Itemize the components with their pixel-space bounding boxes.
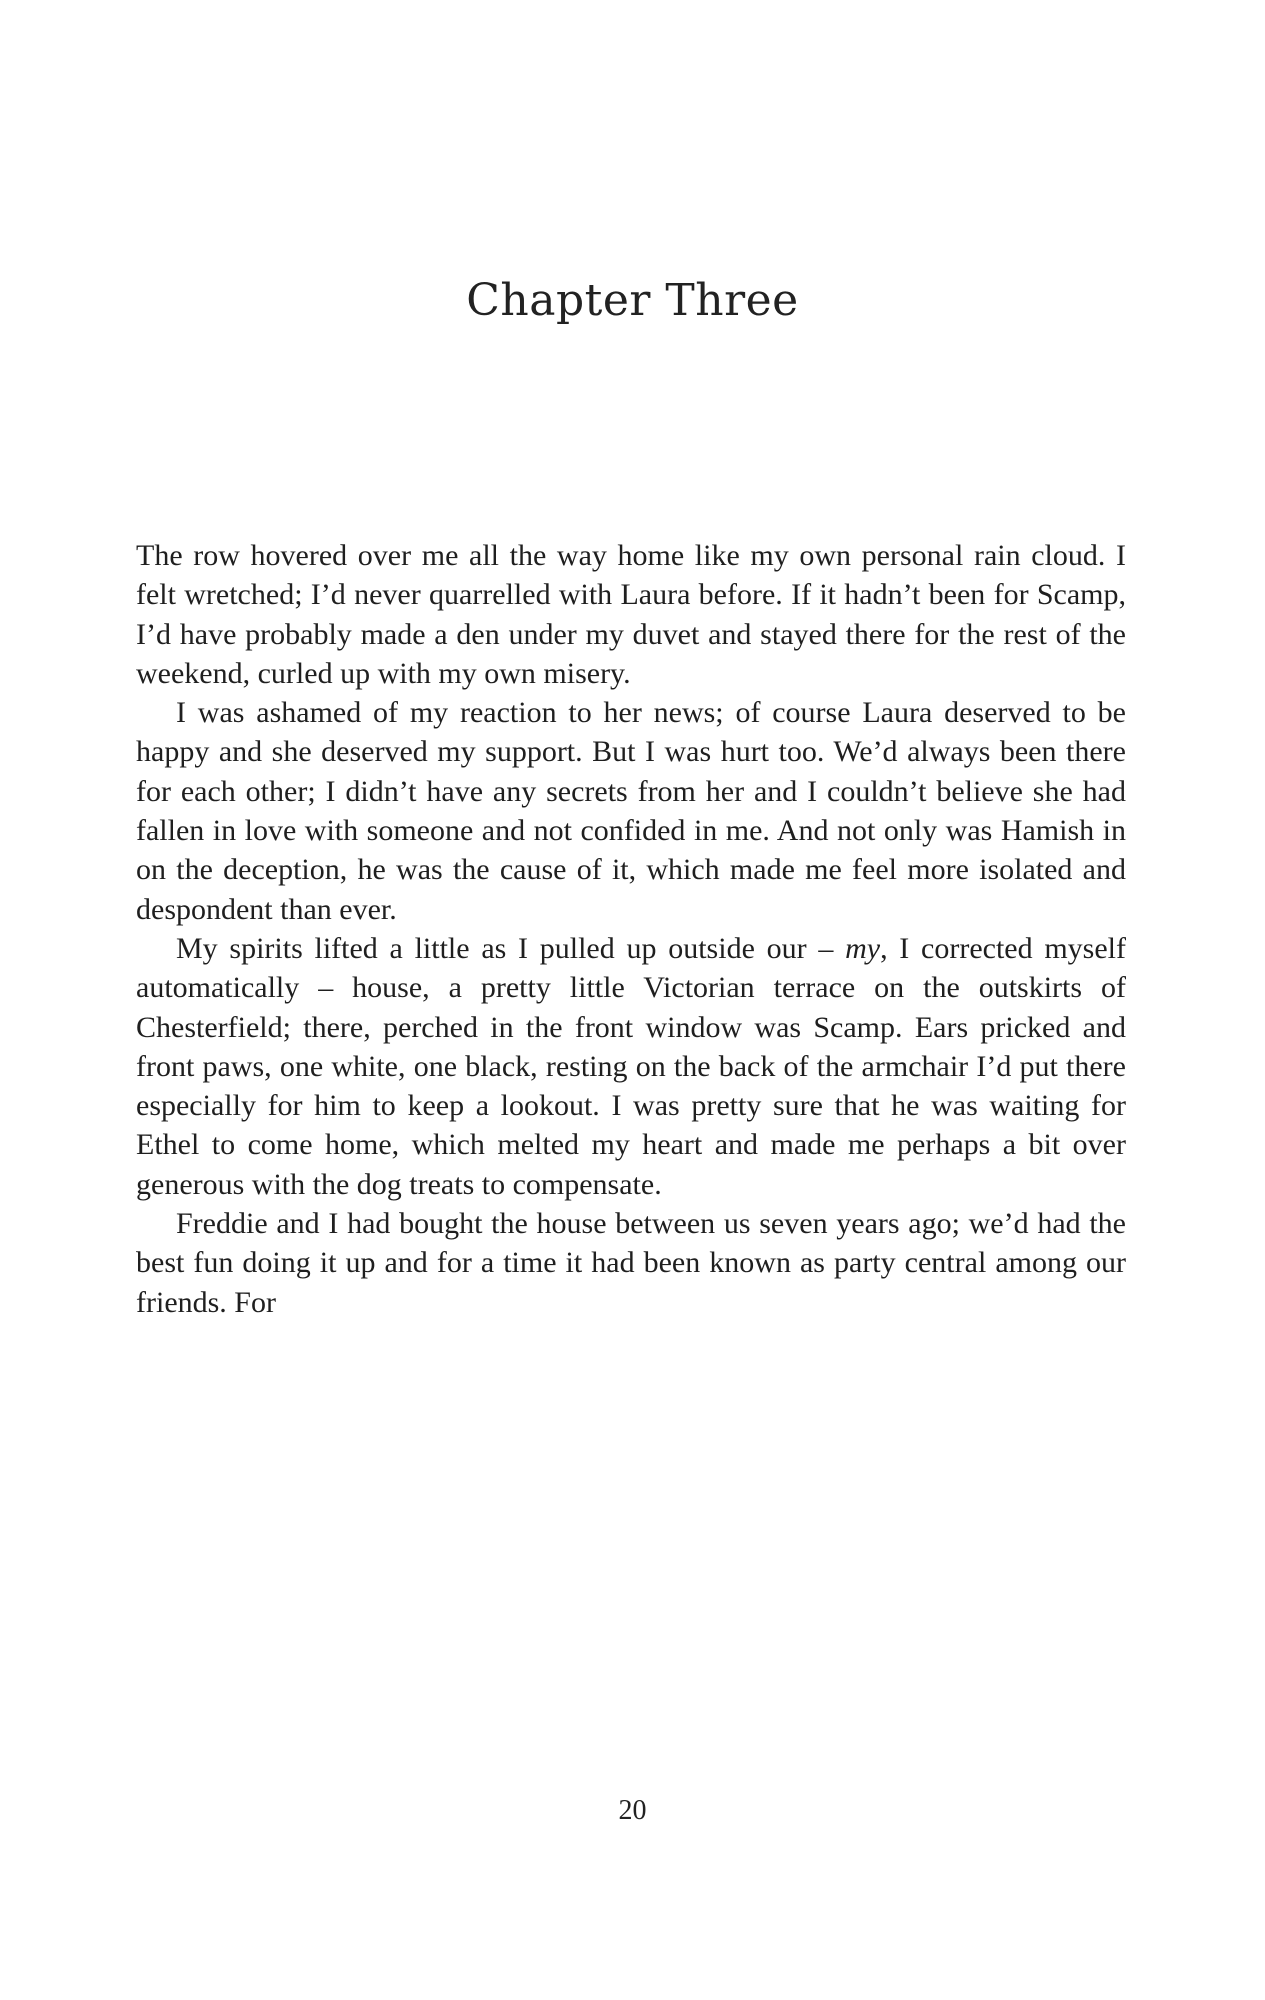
chapter-body [136,536,1126,1322]
paragraph-2: I was ashamed of my reaction to her news; of course Laura deserved to be happy and she deserved my support. But I was hurt too. We’d always been there for each other; I didn’t have any secrets from her and I couldn’t believe she had fallen in love with someone and not confided in me. And not only was Hamish in on the deception, he was the cause of it, which made me feel more isolated and despondent than ever. [136,696,1126,926]
paragraph-3-part-2: , I corrected myself automatically – house, a pretty little Victorian terrace on the outskirts of Chesterfield; there, perched in the front window was Scamp. Ears pricked and front paws, one white, one black, resting on the back of the armchair I’d put there especially for him to keep a lookout. I was pretty sure that he was waiting for Ethel to come home, which melted my heart and made me perhaps a bit over generous with the dog treats to compensate. [136,931,1126,1201]
italic-emphasis: my [845,931,881,965]
paragraph-3-part-1: My spirits lifted a little as I pulled up outside our – [176,931,846,965]
page-number: 20 [618,1795,647,1826]
paragraph-1: The row hovered over me all the way home like my own personal rain cloud. I felt wretched; I’d never quarrelled with Laura before. If it hadn’t been for Scamp, I’d have probably made a den under my duvet and stayed there for the rest of the weekend, curled up with my own misery. [136,539,1126,690]
chapter-title: Chapter Three [466,275,799,326]
paragraph-3 [136,929,1126,1204]
paragraph-4: Freddie and I had bought the house between us seven years ago; we’d had the best fun doing it up and for a time it had been known as party central among our friends. For [136,1207,1126,1319]
